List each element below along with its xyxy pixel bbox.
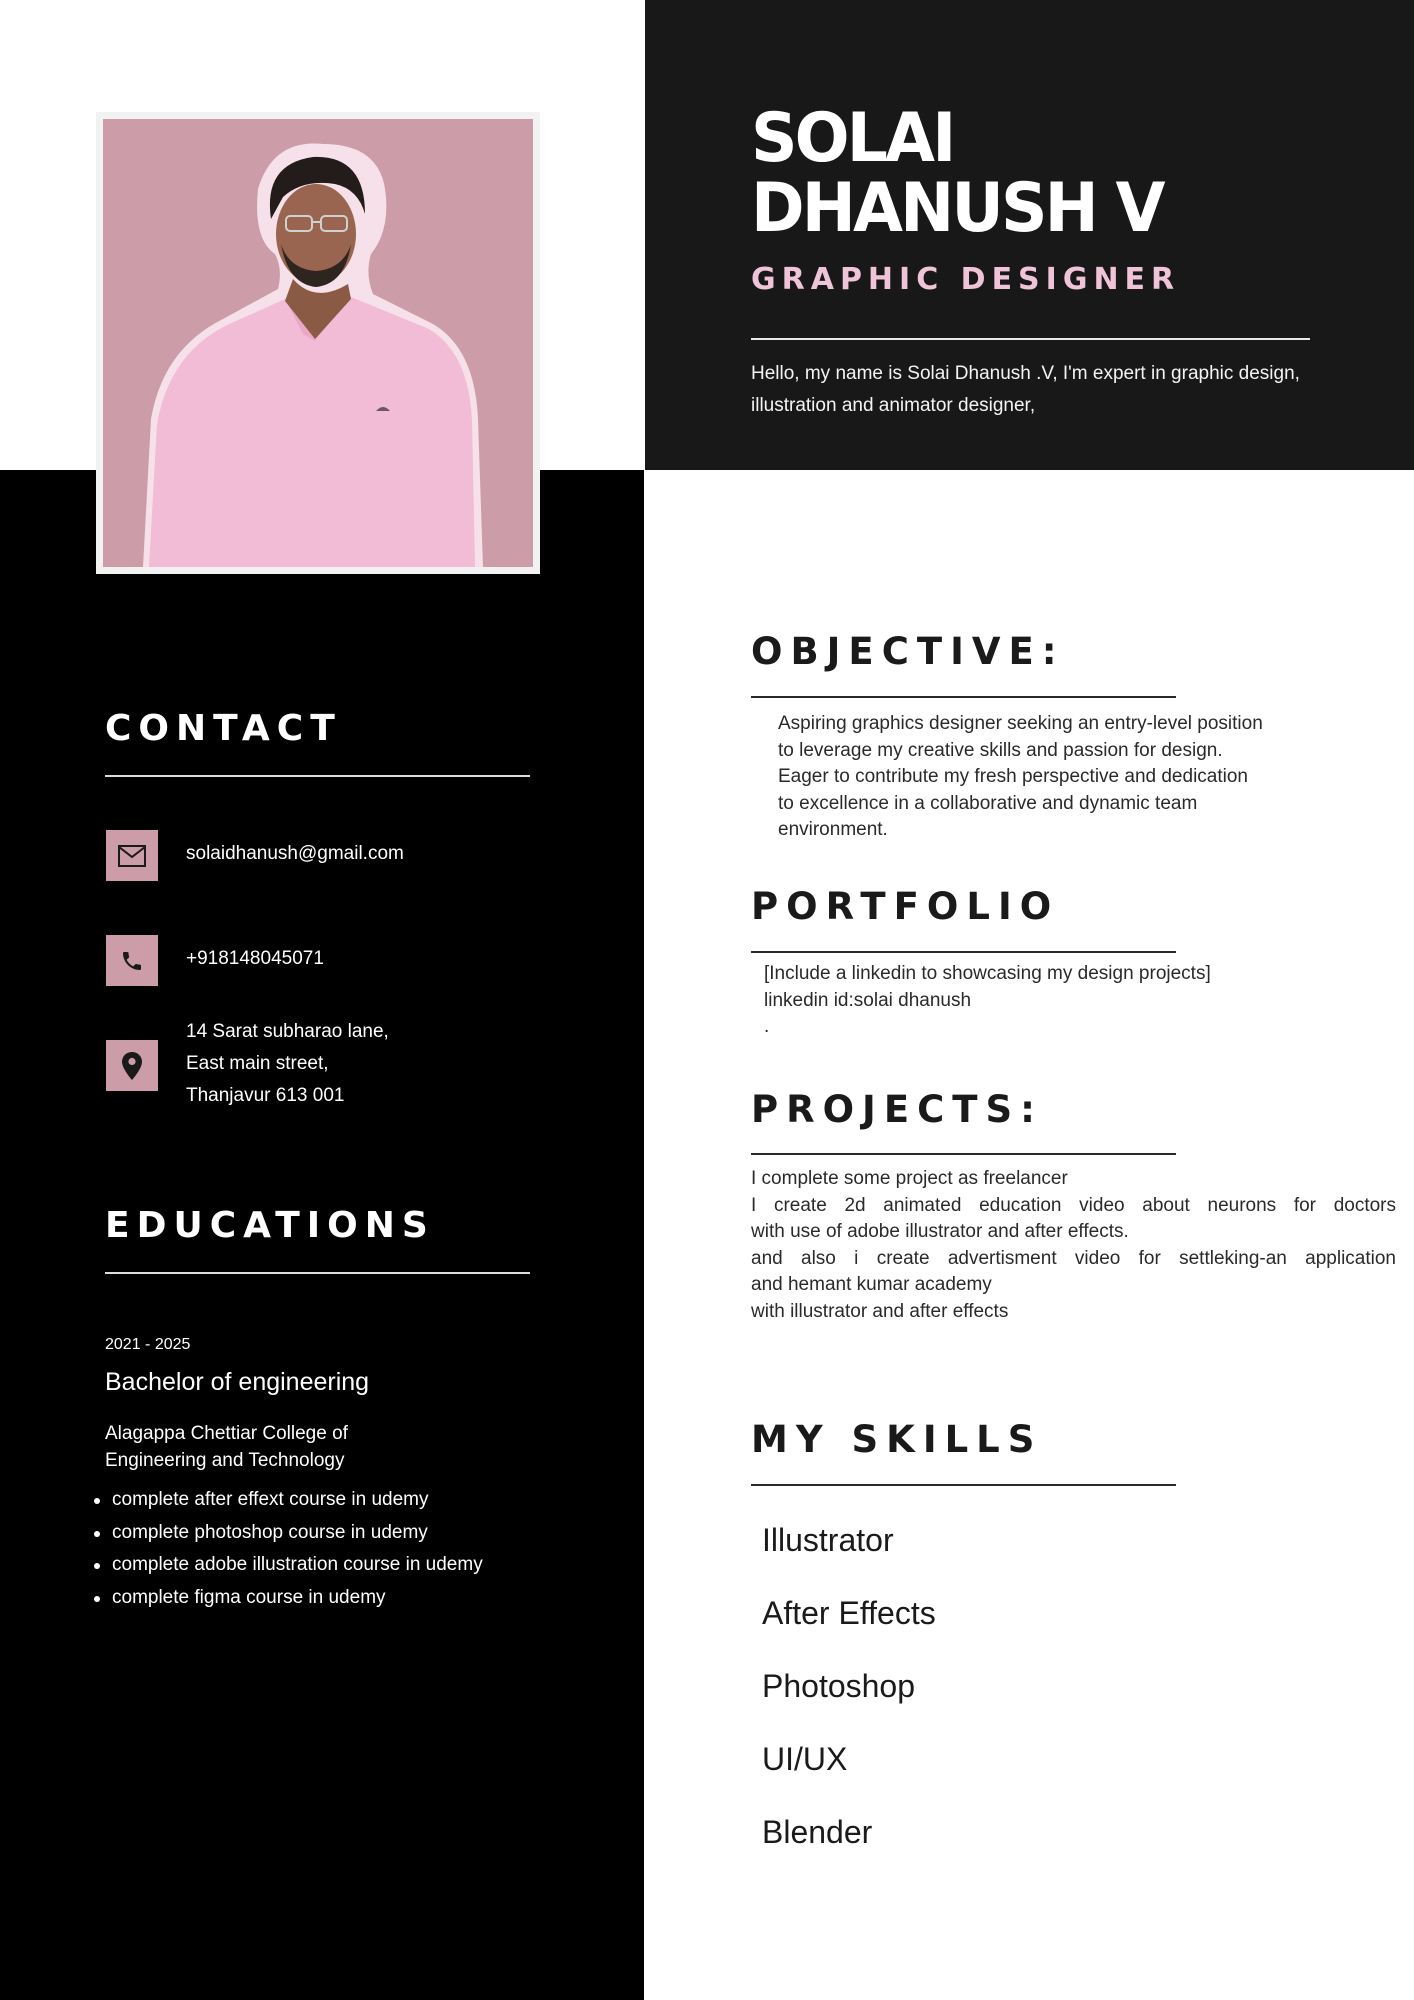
- contact-heading: CONTACT: [105, 708, 342, 749]
- projects-text: [751, 1166, 1396, 1326]
- course-item: complete after effext course in udemy: [92, 1484, 483, 1517]
- header-divider: [751, 338, 1310, 340]
- phone-icon: [120, 949, 144, 973]
- education-divider: [105, 1272, 530, 1274]
- portfolio-text: [764, 961, 1211, 1041]
- skills-list: [762, 1515, 936, 1880]
- address-line-2: East main street,: [186, 1053, 329, 1074]
- contact-divider: [105, 775, 530, 777]
- project-line: I complete some project as freelancer: [751, 1168, 1068, 1189]
- candidate-name: [751, 99, 1163, 248]
- course-item: complete adobe illustration course in udemy: [92, 1549, 483, 1582]
- address-line-1: 14 Sarat subharao lane,: [186, 1021, 389, 1042]
- skill-item: UI/UX: [762, 1741, 848, 1777]
- education-degree: Bachelor of engineering: [105, 1368, 370, 1396]
- portfolio-divider: [751, 951, 1176, 953]
- portfolio-line: [Include a linkedin to showcasing my design projects]: [764, 963, 1211, 984]
- school-line-2: Engineering and Technology: [105, 1450, 345, 1471]
- job-role: GRAPHIC DESIGNER: [751, 262, 1181, 297]
- phone-number[interactable]: +918148045071: [186, 948, 324, 969]
- skill-item: Illustrator: [762, 1522, 894, 1558]
- skill-item: After Effects: [762, 1595, 936, 1631]
- objective-line: Aspiring graphics designer seeking an entry-level position: [778, 713, 1263, 734]
- project-line: I create 2d animated education video about neurons for doctors: [751, 1194, 1396, 1216]
- education-years: 2021 - 2025: [105, 1336, 191, 1353]
- course-item: complete figma course in udemy: [92, 1582, 483, 1615]
- skills-heading: MY SKILLS: [751, 1418, 1043, 1461]
- portfolio-line: .: [764, 1016, 770, 1038]
- course-list: [92, 1484, 483, 1614]
- school-line-1: Alagappa Chettiar College of: [105, 1423, 348, 1444]
- project-line: with use of adobe illustrator and after effects.: [751, 1221, 1129, 1243]
- location-pin-icon: [121, 1051, 143, 1081]
- intro-text: Hello, my name is Solai Dhanush .V, I'm expert in graphic design, illustration and animator designer,: [751, 363, 1300, 416]
- name-line-2: DHANUSH V: [751, 169, 1163, 248]
- objective-line: Eager to contribute my fresh perspective and dedication: [778, 766, 1248, 788]
- portfolio-heading: PORTFOLIO: [751, 885, 1060, 928]
- project-line: and hemant kumar academy: [751, 1274, 992, 1296]
- projects-divider: [751, 1153, 1176, 1155]
- objective-line: environment.: [778, 819, 888, 841]
- project-line: and also i create advertisment video for settleking-an application: [751, 1247, 1396, 1269]
- course-item: complete photoshop course in udemy: [92, 1517, 483, 1550]
- email-icon-box: [106, 830, 158, 881]
- address: [186, 1016, 389, 1112]
- person-silhouette-icon: [103, 119, 533, 567]
- name-line-1: SOLAI: [751, 99, 954, 178]
- objective-divider: [751, 696, 1176, 698]
- project-line: with illustrator and after effects: [751, 1300, 1009, 1322]
- email-link[interactable]: solaidhanush@gmail.com: [186, 843, 404, 864]
- address-line-3: Thanjavur 613 001: [186, 1085, 345, 1106]
- address-icon-box: [106, 1040, 158, 1091]
- objective-text: [778, 711, 1263, 844]
- envelope-icon: [117, 844, 147, 868]
- objective-line: to leverage my creative skills and passion for design.: [778, 739, 1223, 761]
- education-heading: EDUCATIONS: [105, 1205, 435, 1246]
- projects-heading: PROJECTS:: [751, 1088, 1043, 1131]
- linkedin-id[interactable]: linkedin id:solai dhanush: [764, 989, 972, 1011]
- profile-photo: [103, 119, 533, 567]
- phone-icon-box: [106, 935, 158, 986]
- skill-item: Blender: [762, 1814, 873, 1850]
- objective-line: to excellence in a collaborative and dynamic team: [778, 792, 1198, 814]
- skill-item: Photoshop: [762, 1668, 916, 1704]
- skills-divider: [751, 1484, 1176, 1486]
- objective-heading: OBJECTIVE:: [751, 630, 1065, 673]
- education-school: [105, 1420, 465, 1474]
- profile-photo-frame: [96, 112, 540, 574]
